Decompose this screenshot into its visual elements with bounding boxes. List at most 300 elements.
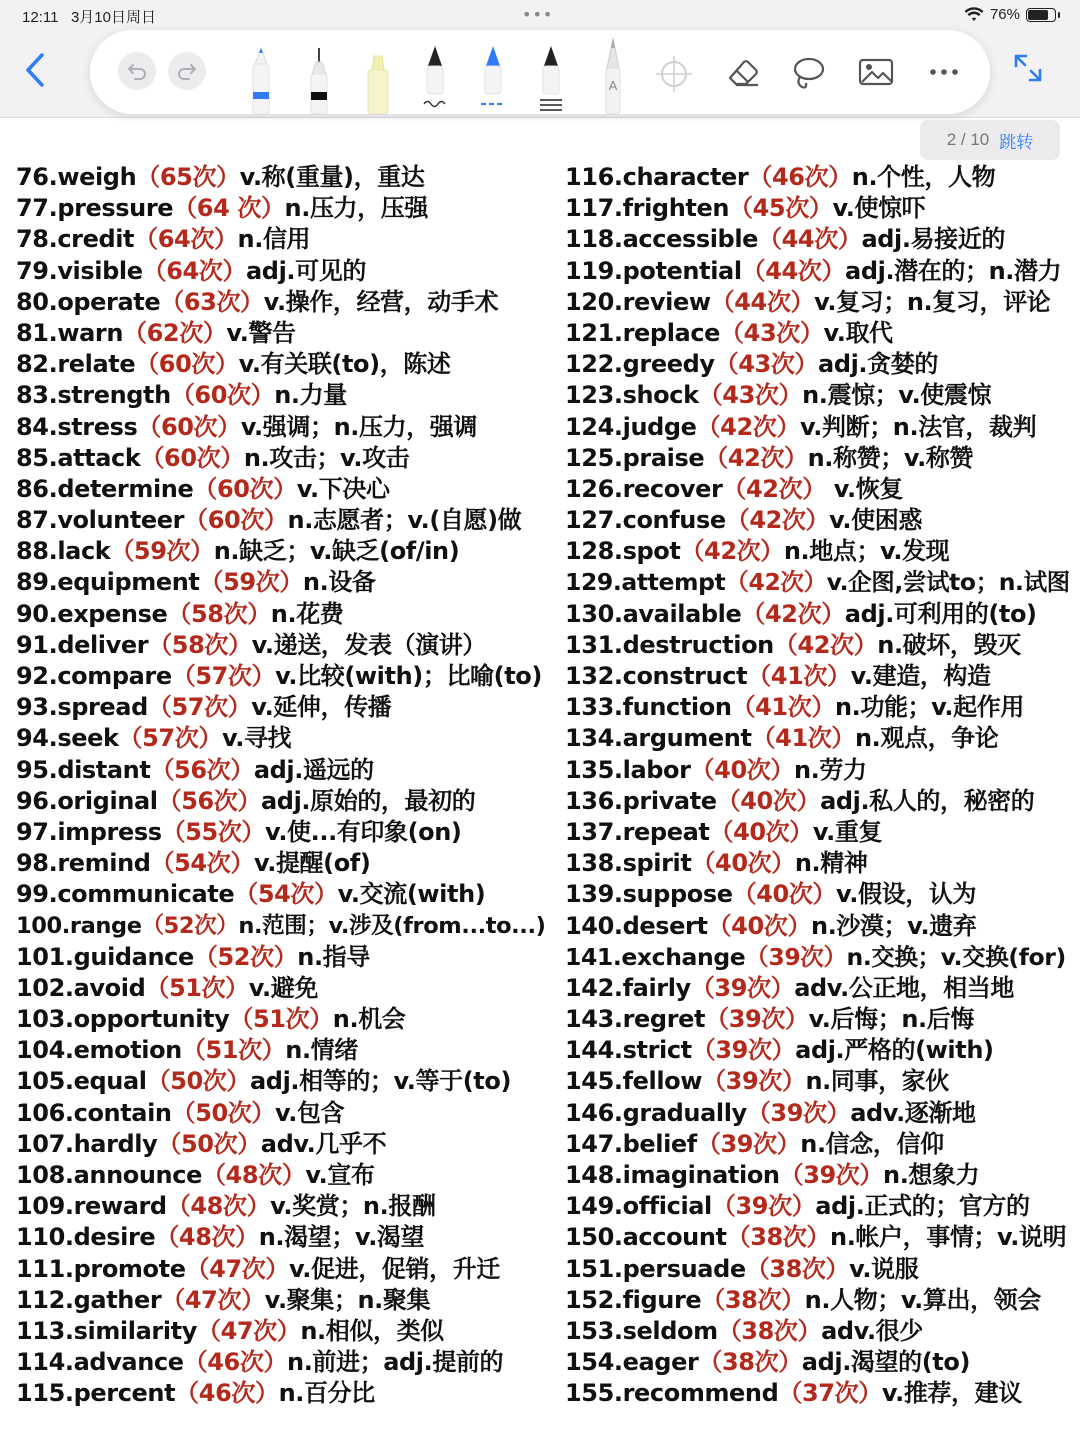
word-entry: [565, 1285, 1075, 1316]
entry-frequency: （62次）: [123, 318, 227, 347]
word-entry: [565, 536, 1075, 567]
entry-word: 129.attempt: [565, 568, 726, 597]
entry-frequency: （47次）: [185, 1254, 289, 1283]
entry-frequency: （64次）: [134, 225, 238, 254]
word-entry: [565, 380, 1075, 411]
entry-meaning: adj.贪婪的: [818, 350, 938, 379]
entry-meaning: v.比较(with)；比喻(to): [275, 662, 542, 690]
entry-meaning: n.指导: [297, 942, 370, 971]
entry-meaning: adv.几乎不: [260, 1129, 387, 1158]
multitasking-dots[interactable]: •••: [522, 5, 554, 24]
entry-frequency: （60次）: [170, 381, 275, 410]
word-entry: [565, 1378, 1075, 1409]
entry-meaning: n.设备: [302, 568, 376, 597]
entry-frequency: （40次）: [709, 817, 813, 846]
svg-text:A: A: [608, 78, 618, 93]
word-entry: [565, 1254, 1075, 1285]
entry-word: 134.argument: [565, 724, 752, 753]
entry-word: 104.emotion: [16, 1036, 182, 1065]
word-entry: [565, 973, 1075, 1004]
pen-black-wave-tool[interactable]: [418, 34, 452, 114]
word-entry: [16, 1316, 556, 1347]
entry-meaning: n.信用: [237, 225, 311, 254]
redo-icon: [176, 60, 198, 82]
entry-frequency: （58次）: [148, 630, 252, 659]
entry-word: 144.strict: [565, 1036, 692, 1065]
entry-word: 98.remind: [16, 849, 151, 878]
entry-meaning: v.递送，发表（演讲）: [251, 630, 486, 659]
word-list-left: [16, 162, 556, 1410]
entry-word: 155.recommend: [565, 1379, 779, 1408]
entry-meaning: n.帐户，事情；v.说明: [830, 1223, 1067, 1252]
word-entry: [565, 755, 1075, 786]
word-entry: [565, 224, 1075, 255]
entry-frequency: （42次）: [725, 568, 827, 597]
entry-meaning: v.警告: [226, 318, 296, 347]
entry-frequency: （42次）: [725, 506, 830, 535]
entry-frequency: （46次）: [748, 163, 852, 191]
word-entry: [565, 1004, 1075, 1035]
entry-meaning: adv.公正地，相当地: [794, 973, 1014, 1002]
entry-meaning: v.延伸，传播: [251, 693, 392, 722]
word-entry: [565, 443, 1075, 474]
word-entry: [565, 1066, 1075, 1097]
entry-meaning: adj.正式的；官方的: [815, 1192, 1030, 1221]
entry-frequency: （42次）: [704, 443, 808, 472]
entry-frequency: （44次）: [710, 287, 815, 316]
entry-frequency: （39次）: [746, 1098, 851, 1127]
entry-meaning: n.观点，争论: [854, 724, 999, 753]
pen-black-fine-tool[interactable]: [302, 34, 336, 114]
entry-word: 101.guidance: [16, 942, 194, 971]
entry-meaning: n.震惊；v.使震惊: [802, 381, 992, 410]
entry-frequency: （40次）: [707, 911, 811, 940]
entry-meaning: v.取代: [823, 318, 893, 347]
undo-button[interactable]: [118, 52, 156, 90]
entry-word: 154.eager: [565, 1348, 699, 1377]
entry-frequency: （55次）: [161, 817, 266, 846]
entry-meaning: adj.私人的，秘密的: [820, 786, 1035, 815]
entry-frequency: （38次）: [698, 1348, 802, 1377]
back-button[interactable]: [20, 50, 54, 90]
entry-word: 108.announce: [16, 1161, 202, 1189]
word-entry: [565, 567, 1075, 598]
word-entry: [565, 1098, 1075, 1129]
word-entry: [16, 1066, 556, 1097]
word-entry: [565, 1129, 1075, 1160]
entry-frequency: （60次）: [135, 350, 239, 379]
entry-meaning: n.劳力: [793, 755, 867, 784]
word-entry: [565, 692, 1075, 723]
word-entry: [16, 786, 556, 817]
entry-frequency: （39次）: [696, 1129, 801, 1158]
entry-word: 136.private: [565, 786, 717, 815]
entry-frequency: （59次）: [110, 537, 214, 566]
word-entry: [565, 817, 1075, 848]
eraser-icon[interactable]: [724, 52, 764, 92]
entry-meaning: n.缺乏；v.缺乏(of/in): [213, 537, 460, 566]
word-entry: [565, 349, 1075, 380]
entry-frequency: （39次）: [705, 1005, 809, 1034]
entry-frequency: （38次）: [745, 1254, 850, 1283]
entry-word: 149.official: [565, 1192, 712, 1221]
entry-meaning: n.百分比: [278, 1379, 375, 1408]
word-entry: [16, 1004, 556, 1035]
entry-word: 89.equipment: [16, 568, 200, 597]
entry-frequency: （60次）: [184, 506, 288, 535]
entry-meaning: n.人物；v.算出，领会: [804, 1285, 1041, 1314]
entry-meaning: v.奖赏；n.报酬: [270, 1192, 436, 1221]
entry-meaning: n.称赞；v.称赞: [807, 443, 974, 472]
word-entry: [565, 1160, 1075, 1191]
entry-meaning: n.志愿者；v.(自愿)做: [287, 506, 522, 535]
entry-frequency: （57次）: [118, 724, 222, 753]
entry-word: 116.character: [565, 163, 749, 191]
word-entry: [16, 1035, 556, 1066]
entry-meaning: n.功能；v.起作用: [834, 693, 1024, 722]
entry-meaning: n.同事，家伙: [805, 1067, 949, 1096]
highlighter-tool[interactable]: [360, 34, 394, 114]
word-entry: [16, 817, 556, 848]
entry-frequency: （39次）: [711, 1192, 816, 1221]
redo-button[interactable]: [168, 52, 206, 90]
word-entry: [565, 505, 1075, 536]
entry-frequency: （54次）: [234, 880, 338, 909]
entry-word: 126.recover: [565, 474, 723, 503]
entry-meaning: adj.渴望的(to): [801, 1348, 971, 1377]
word-entry: [16, 224, 556, 255]
word-entry: [16, 536, 556, 567]
entry-word: 130.available: [565, 599, 742, 628]
expand-button[interactable]: [1010, 50, 1046, 86]
word-entry: [565, 1035, 1075, 1066]
jump-to-page-button[interactable]: 跳转: [999, 132, 1034, 152]
entry-meaning: v.复习；n.复习，评论: [814, 287, 1051, 316]
entry-frequency: （48次）: [201, 1161, 306, 1189]
entry-frequency: （39次）: [745, 942, 847, 971]
entry-word: 141.exchange: [565, 942, 746, 971]
entry-word: 99.communicate: [16, 880, 235, 909]
entry-meaning: n.破坏，毁灭: [877, 630, 1021, 659]
entry-meaning: v.包含: [275, 1098, 345, 1127]
status-indicators: [964, 6, 1056, 23]
entry-word: 115.percent: [16, 1379, 176, 1408]
word-entry: [16, 1285, 556, 1316]
word-list-right: [565, 162, 1075, 1410]
entry-word: 137.repeat: [565, 817, 710, 846]
entry-meaning: n.压力，压强: [284, 194, 428, 223]
entry-word: 153.seldom: [565, 1316, 718, 1345]
entry-meaning: n.力量: [274, 381, 347, 410]
word-entry: [16, 973, 556, 1004]
word-entry: [16, 256, 556, 287]
entry-meaning: v.企图,尝试to；n.试图: [826, 568, 1070, 597]
word-entry: [565, 193, 1075, 224]
entry-meaning: adj.严格的(with): [795, 1036, 994, 1065]
entry-frequency: （52次）: [193, 942, 298, 971]
entry-word: 95.distant: [16, 755, 151, 784]
entry-meaning: adj.潜在的；n.潜力: [845, 256, 1062, 285]
entry-frequency: （40次）: [732, 880, 837, 909]
lasso-icon[interactable]: [788, 52, 828, 92]
entry-frequency: （59次）: [199, 568, 303, 597]
entry-meaning: v.使困惑: [829, 506, 922, 535]
entry-meaning: n.相似，类似: [300, 1316, 444, 1345]
entry-frequency: （38次）: [726, 1223, 831, 1252]
battery-icon: [1026, 8, 1056, 22]
pen-blue-tool[interactable]: [244, 34, 278, 114]
word-entry: [16, 1378, 556, 1409]
entry-meaning: v.操作，经营，动手术: [263, 287, 499, 316]
entry-frequency: （39次）: [690, 973, 795, 1002]
entry-meaning: v.寻找: [221, 724, 292, 753]
word-entry: [565, 474, 1075, 505]
word-entry: [565, 723, 1075, 754]
entry-frequency: （64次）: [142, 256, 246, 285]
word-entry: [565, 1222, 1075, 1253]
entry-frequency: （41次）: [751, 724, 855, 753]
entry-meaning: n.渴望；v.渴望: [258, 1223, 425, 1252]
entry-frequency: （57次）: [147, 693, 252, 722]
entry-frequency: （40次）: [690, 755, 794, 784]
word-entry: [16, 162, 556, 193]
entry-word: 117.frighten: [565, 194, 730, 223]
entry-word: 92.compare: [16, 662, 172, 690]
pencil-tool[interactable]: [596, 34, 630, 114]
page-indicator: [920, 120, 1060, 160]
chevron-left-icon: [20, 50, 50, 90]
entry-word: 100.range: [16, 912, 142, 939]
entry-frequency: （42次）: [696, 412, 800, 441]
word-entry: [565, 630, 1075, 661]
entry-frequency: （38次）: [701, 1285, 805, 1314]
word-entry: [16, 1222, 556, 1253]
entry-meaning: n.花费: [270, 599, 344, 628]
entry-meaning: v.说服: [849, 1254, 919, 1283]
entry-frequency: （51次）: [229, 1005, 333, 1034]
entry-meaning: v.强调；n.压力，强调: [240, 412, 477, 441]
entry-word: 93.spread: [16, 693, 148, 722]
entry-frequency: （42次）: [680, 537, 784, 566]
entry-word: 118.accessible: [565, 225, 759, 254]
entry-word: 148.imagination: [565, 1161, 780, 1189]
word-entry: [565, 1347, 1075, 1378]
entry-word: 114.advance: [16, 1348, 184, 1377]
word-entry: [16, 318, 556, 349]
entry-meaning: v.使惊吓: [832, 194, 926, 223]
entry-frequency: （48次）: [166, 1192, 271, 1221]
entry-meaning: adj.遥远的: [253, 755, 374, 784]
entry-meaning: v.重复: [812, 817, 883, 846]
entry-meaning: n.精神: [794, 849, 868, 878]
battery-fill: [1028, 10, 1048, 20]
page-number: 2 / 10: [946, 130, 990, 149]
entry-meaning: v.避免: [248, 973, 318, 1002]
image-insert-icon[interactable]: [856, 52, 896, 92]
entry-meaning: n.机会: [332, 1005, 406, 1034]
entry-word: 109.reward: [16, 1192, 167, 1221]
word-entry: [16, 1347, 556, 1378]
word-entry: [16, 1191, 556, 1222]
entry-frequency: （51次）: [145, 973, 249, 1002]
entry-meaning: v.有关联(to)，陈述: [238, 350, 451, 379]
word-entry: [565, 786, 1075, 817]
entry-meaning: v.恢复: [825, 474, 903, 503]
word-entry: [16, 661, 556, 692]
entry-frequency: （43次）: [714, 350, 819, 379]
entry-frequency: （54次）: [150, 849, 254, 878]
entry-word: 110.desire: [16, 1223, 156, 1252]
entry-meaning: v.推荐，建议: [881, 1379, 1022, 1408]
entry-word: 119.potential: [565, 256, 742, 285]
entry-word: 103.opportunity: [16, 1005, 230, 1034]
word-entry: [16, 380, 556, 411]
ruler-tool-icon[interactable]: [654, 52, 694, 92]
entry-meaning: v.促进，促销，升迁: [288, 1254, 500, 1283]
entry-meaning: n.个性，人物: [851, 163, 996, 191]
entry-word: 146.gradually: [565, 1098, 747, 1127]
entry-frequency: （56次）: [157, 786, 261, 815]
word-entry: [16, 630, 556, 661]
entry-frequency: （39次）: [779, 1161, 884, 1189]
entry-word: 94.seek: [16, 724, 119, 753]
entry-word: 143.regret: [565, 1005, 706, 1034]
word-entry: [565, 1316, 1075, 1347]
entry-word: 105.equal: [16, 1067, 147, 1096]
entry-frequency: （64 次）: [173, 194, 285, 223]
entry-word: 83.strength: [16, 381, 171, 410]
entry-frequency: （45次）: [729, 194, 833, 223]
entry-meaning: n.地点；v.发现: [783, 537, 950, 566]
entry-meaning: adv.逐渐地: [850, 1098, 976, 1127]
word-entry: [16, 1160, 556, 1191]
word-entry: [565, 661, 1075, 692]
word-entry: [565, 256, 1075, 287]
entry-word: 88.lack: [16, 537, 111, 566]
pen-black-lines-tool[interactable]: [534, 34, 568, 114]
word-entry: [16, 755, 556, 786]
entry-frequency: （43次）: [698, 381, 803, 410]
word-entry: [16, 692, 556, 723]
entry-frequency: （39次）: [702, 1067, 806, 1096]
entry-meaning: v.建造，构造: [850, 662, 991, 690]
entry-frequency: （41次）: [747, 662, 851, 690]
entry-meaning: n.情绪: [285, 1036, 358, 1065]
entry-word: 127.confuse: [565, 506, 726, 535]
entry-word: 76.weigh: [16, 163, 137, 191]
entry-word: 151.persuade: [565, 1254, 746, 1283]
entry-frequency: （40次）: [716, 786, 821, 815]
entry-word: 102.avoid: [16, 973, 146, 1002]
entry-word: 150.account: [565, 1223, 727, 1252]
entry-meaning: v.聚集；n.聚集: [264, 1285, 431, 1314]
markup-toolbar: [90, 30, 990, 114]
entry-word: 90.expense: [16, 599, 168, 628]
entry-word: 87.volunteer: [16, 506, 185, 535]
entry-frequency: （46次）: [175, 1379, 279, 1408]
entry-frequency: （46次）: [183, 1348, 288, 1377]
entry-frequency: （44次）: [758, 225, 862, 254]
entry-word: 82.relate: [16, 350, 136, 379]
entry-meaning: adv.很少: [821, 1316, 923, 1345]
entry-word: 97.impress: [16, 817, 162, 846]
entry-meaning: adj.易接近的: [861, 225, 1005, 254]
entry-meaning: n.沙漠；v.遗弃: [810, 911, 977, 940]
entry-word: 142.fairly: [565, 973, 691, 1002]
entry-meaning: n.交换；v.交换(for): [846, 942, 1066, 971]
status-bar: [0, 0, 1080, 32]
entry-word: 78.credit: [16, 225, 135, 254]
entry-word: 91.deliver: [16, 630, 149, 659]
entry-frequency: （47次）: [196, 1316, 301, 1345]
word-entry: [565, 911, 1075, 942]
word-entry: [16, 567, 556, 598]
entry-frequency: （50次）: [146, 1067, 250, 1096]
entry-frequency: （39次）: [691, 1036, 796, 1065]
word-entry: [565, 318, 1075, 349]
entry-word: 120.review: [565, 287, 711, 316]
entry-meaning: v.提醒(of): [253, 849, 371, 878]
entry-frequency: （50次）: [157, 1129, 261, 1158]
word-entry: [565, 1191, 1075, 1222]
more-options-icon[interactable]: [924, 52, 964, 92]
entry-word: 132.construct: [565, 662, 748, 690]
word-entry: [16, 599, 556, 630]
word-entry: [16, 723, 556, 754]
status-time: 12:11 3月10日周日: [22, 9, 156, 26]
entry-word: 121.replace: [565, 318, 721, 347]
entry-meaning: adj.可见的: [246, 256, 366, 285]
entry-word: 133.function: [565, 693, 732, 722]
word-entry: [16, 848, 556, 879]
entry-frequency: （42次）: [773, 630, 878, 659]
entry-word: 96.original: [16, 786, 158, 815]
entry-frequency: （60次）: [137, 412, 241, 441]
entry-word: 152.figure: [565, 1285, 702, 1314]
entry-frequency: （52次）: [141, 912, 239, 939]
entry-word: 86.determine: [16, 474, 194, 503]
entry-meaning: v.宣布: [305, 1161, 375, 1189]
entry-word: 139.suppose: [565, 880, 733, 909]
entry-word: 145.fellow: [565, 1067, 703, 1096]
word-entry: [16, 474, 556, 505]
entry-frequency: （58次）: [167, 599, 271, 628]
entry-word: 84.stress: [16, 412, 138, 441]
entry-meaning: v.后悔；n.后悔: [808, 1005, 974, 1034]
word-entry: [16, 879, 556, 910]
word-entry: [16, 1254, 556, 1285]
entry-frequency: （63次）: [160, 287, 264, 316]
entry-word: 85.attack: [16, 443, 141, 472]
entry-frequency: （60次）: [140, 443, 244, 472]
pen-blue-dashed-tool[interactable]: [476, 34, 510, 114]
entry-meaning: v.假设，认为: [836, 880, 977, 909]
word-entry: [565, 162, 1075, 193]
entry-meaning: adj.原始的，最初的: [261, 786, 476, 815]
entry-frequency: （37次）: [778, 1379, 882, 1408]
entry-frequency: （48次）: [155, 1223, 259, 1252]
entry-frequency: （41次）: [731, 693, 835, 722]
entry-frequency: （65次）: [136, 163, 240, 191]
entry-frequency: （43次）: [720, 318, 824, 347]
entry-meaning: v.称(重量)，重达: [239, 163, 425, 191]
entry-word: 81.warn: [16, 318, 124, 347]
entry-frequency: （57次）: [171, 662, 276, 690]
entry-word: 80.operate: [16, 287, 161, 316]
word-entry: [16, 287, 556, 318]
entry-meaning: v.使...有印象(on): [265, 817, 462, 846]
entry-meaning: adj.可利用的(to): [844, 599, 1037, 628]
